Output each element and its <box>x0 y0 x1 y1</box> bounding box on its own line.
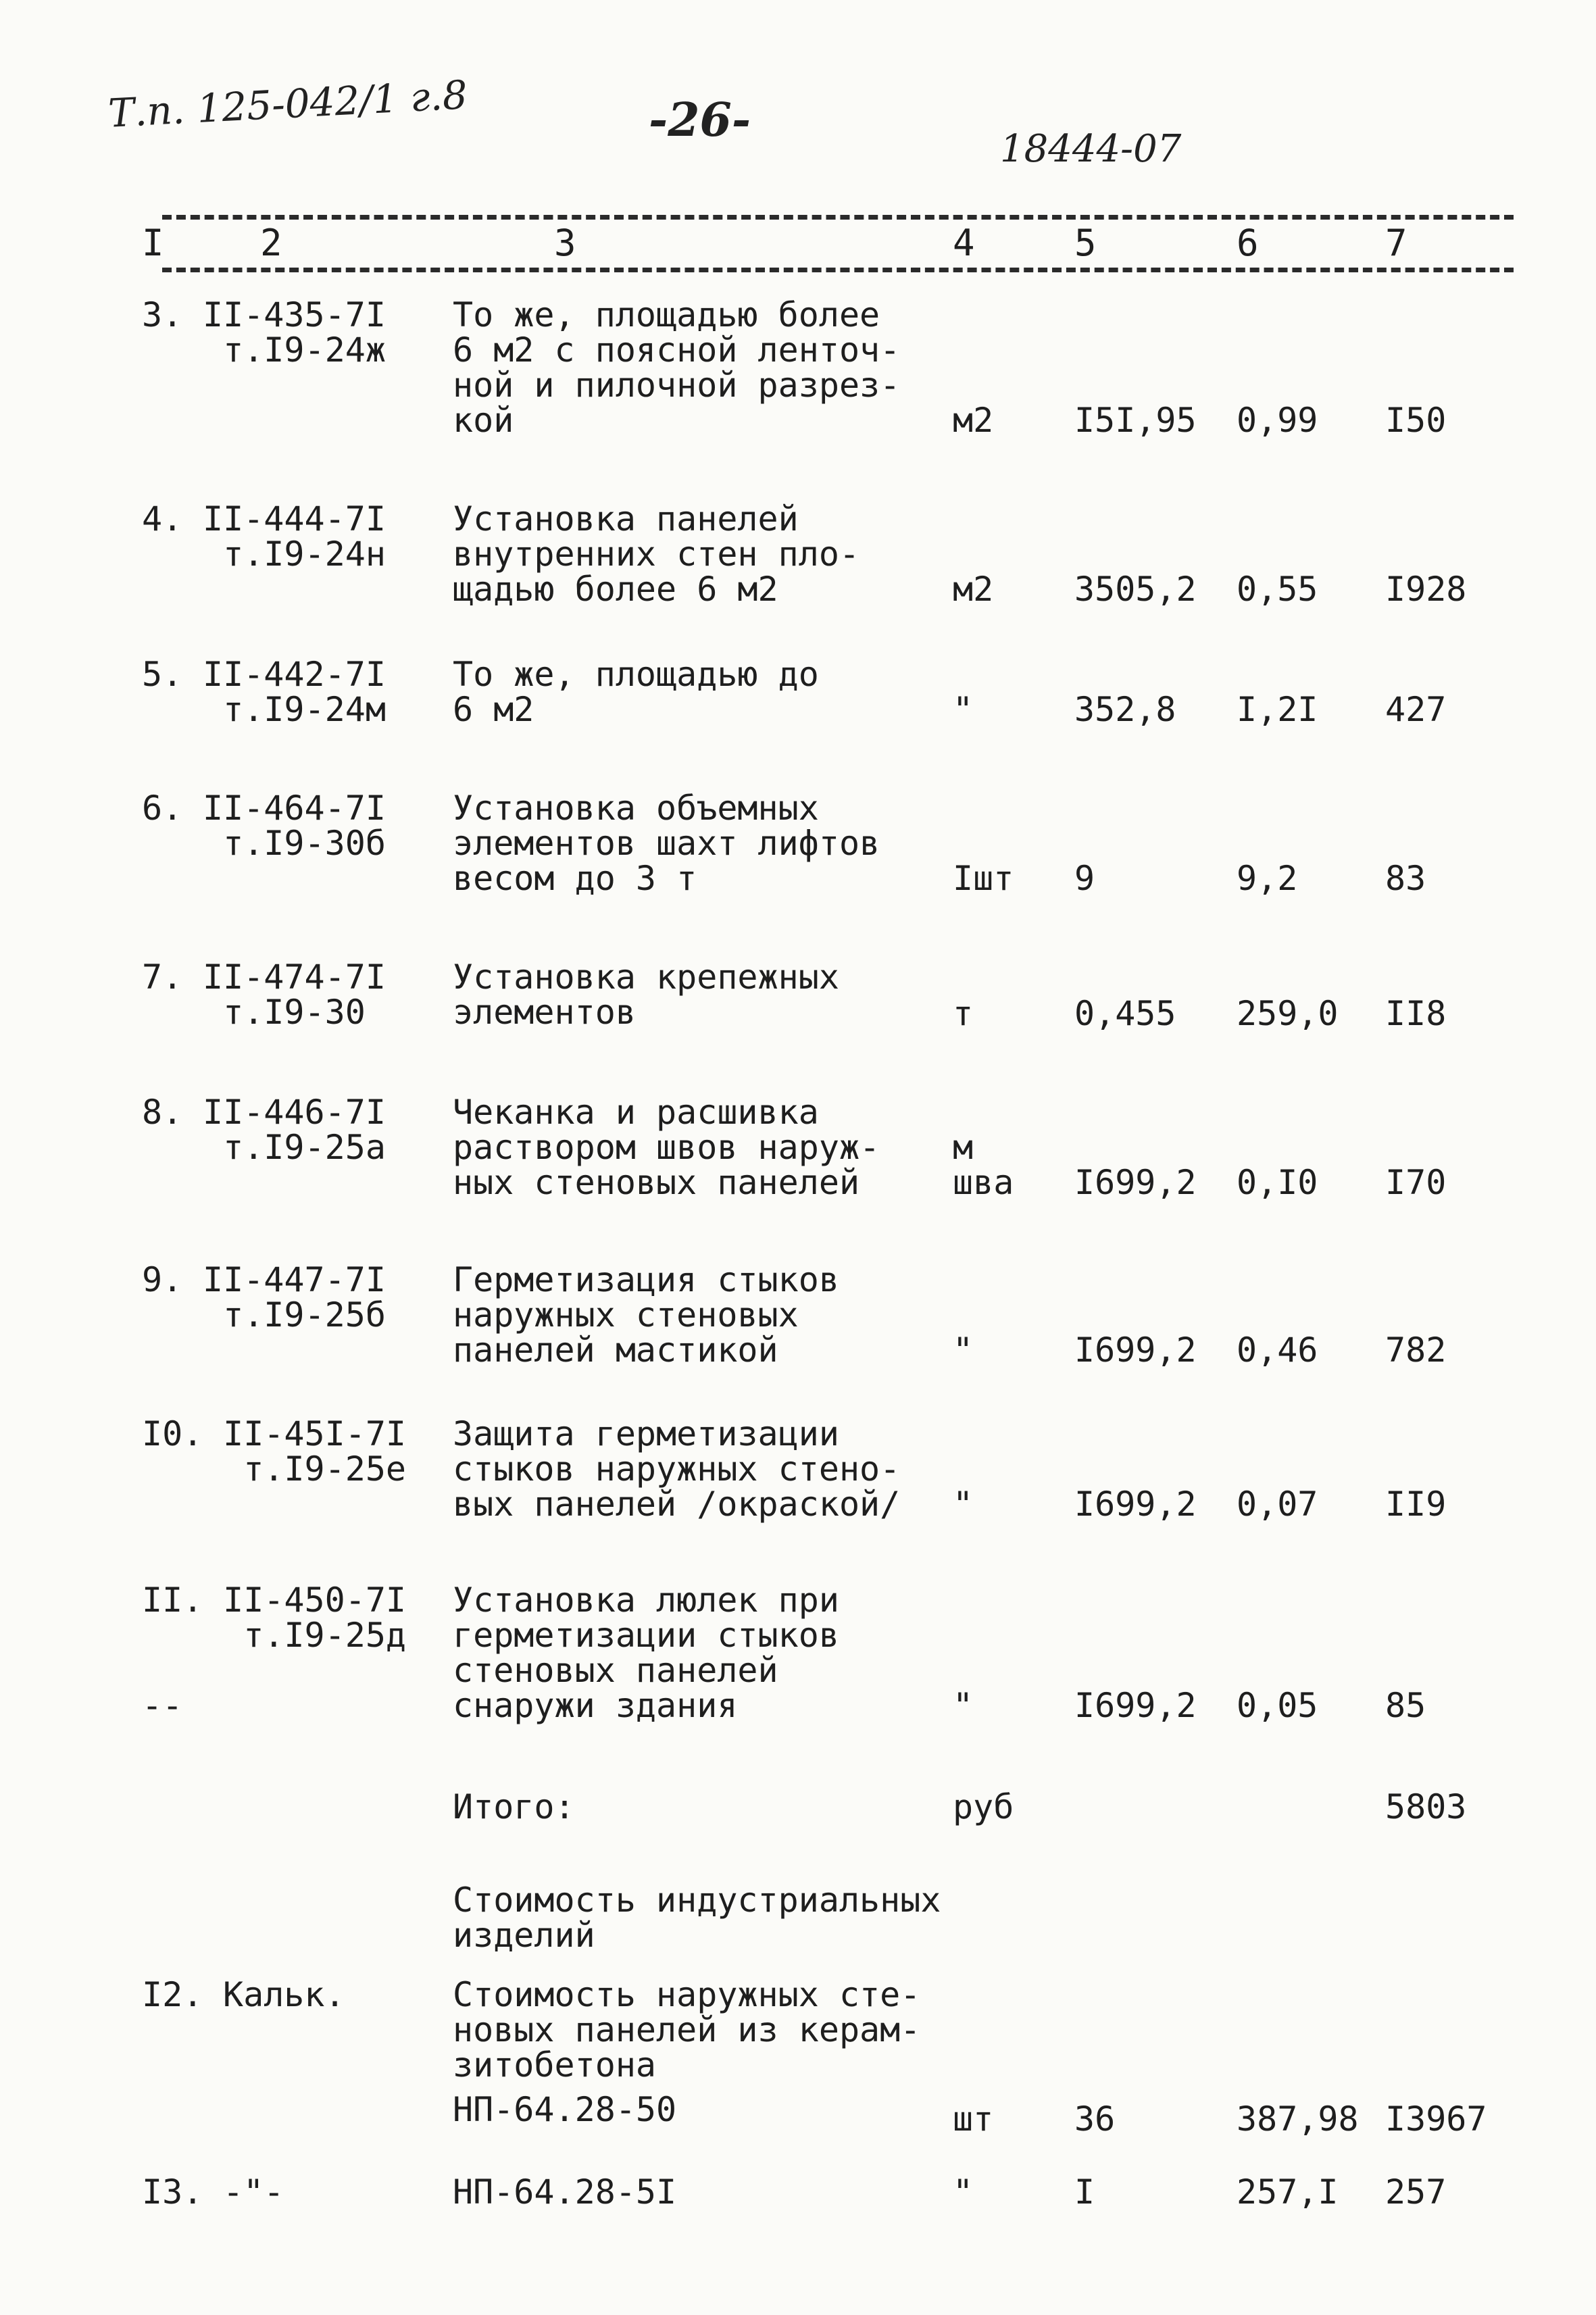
row-12-total: I3967 <box>1385 2099 1487 2139</box>
row-7-unit-price: 259,0 <box>1237 994 1339 1033</box>
row-5-number: 5. <box>142 655 183 694</box>
industrial-products-heading: Стоимость индустриальных изделий <box>453 1881 941 1955</box>
row-5-description: То же, площадью до 6 м2 <box>453 655 819 729</box>
row-6-total: 83 <box>1385 859 1426 898</box>
row-13-total: 257 <box>1385 2172 1447 2212</box>
row-8-code: II-446-7I т.I9-25а <box>203 1093 386 1167</box>
row-3-unit-price: 0,99 <box>1237 401 1318 440</box>
row-3-description: То же, площадью более 6 м2 с поясной ленточ- ной и пилочной разрез- кой <box>453 295 901 440</box>
row-4-quantity: 3505,2 <box>1074 570 1197 609</box>
row-4-unit-price: 0,55 <box>1237 570 1318 609</box>
header-top-rule <box>162 215 1514 220</box>
subtotal-label: Итого: <box>453 1787 575 1826</box>
row-5-total: 427 <box>1385 690 1447 729</box>
column-header-7: 7 <box>1385 222 1407 264</box>
column-header-3: 3 <box>554 222 576 264</box>
document-code: Т.п. 125-042/1 г.8 <box>107 72 469 136</box>
subtotal-value: 5803 <box>1385 1787 1467 1826</box>
row-4-unit: м2 <box>953 570 994 609</box>
row-5-unit-price: I,2I <box>1237 690 1318 729</box>
row-7-code: II-474-7I т.I9-30 <box>203 957 386 1032</box>
row-7-number: 7. <box>142 957 183 997</box>
row-10-total: II9 <box>1385 1485 1447 1524</box>
row-10-unit: " <box>953 1485 974 1524</box>
column-header-6: 6 <box>1237 222 1259 264</box>
row-13-unit: " <box>953 2172 974 2212</box>
row-13-unit-price: 257,I <box>1237 2172 1339 2212</box>
row-12-number: I2. <box>142 1975 203 2014</box>
row-7-description: Установка крепежных элементов <box>453 957 839 1032</box>
row-4-number: 4. <box>142 499 183 539</box>
row-11-quantity: I699,2 <box>1074 1686 1197 1725</box>
row-8-total: I70 <box>1385 1163 1447 1202</box>
row-3-code: II-435-7I т.I9-24ж <box>203 295 386 370</box>
dash-mark: -- <box>142 1686 183 1725</box>
row-8-number: 8. <box>142 1093 183 1132</box>
row-6-unit-price: 9,2 <box>1237 859 1298 898</box>
row-13-code: -"- <box>223 2172 284 2212</box>
row-11-unit: " <box>953 1686 974 1725</box>
row-6-quantity: 9 <box>1074 859 1095 898</box>
column-header-5: 5 <box>1074 222 1097 264</box>
row-9-total: 782 <box>1385 1330 1447 1370</box>
row-4-code: II-444-7I т.I9-24н <box>203 499 386 574</box>
row-11-description: Установка люлек при герметизации стыков стеновых панелей снаружи здания <box>453 1580 839 1725</box>
row-12-description: Стоимость наружных сте- новых панелей из керам- зитобетона <box>453 1975 921 2085</box>
row-5-quantity: 352,8 <box>1074 690 1176 729</box>
row-8-unit-price: 0,I0 <box>1237 1163 1318 1202</box>
subtotal-unit: руб <box>953 1787 1014 1826</box>
row-5-unit: " <box>953 690 974 729</box>
row-9-unit: " <box>953 1330 974 1370</box>
row-12-unit: шт <box>953 2099 994 2139</box>
row-13-number: I3. <box>142 2172 203 2212</box>
row-5-code: II-442-7I т.I9-24м <box>203 655 386 729</box>
row-3-quantity: I5I,95 <box>1074 401 1197 440</box>
row-11-total: 85 <box>1385 1686 1426 1725</box>
column-header-4: 4 <box>953 222 975 264</box>
row-8-description: Чеканка и расшивка раствором швов наруж- ных стеновых панелей <box>453 1093 880 1202</box>
row-13-item-name: НП-64.28-5I <box>453 2172 677 2212</box>
row-9-number: 9. <box>142 1260 183 1299</box>
row-11-code: II-450-7I т.I9-25д <box>223 1580 407 1655</box>
column-header-1: I <box>142 222 164 264</box>
row-3-number: 3. <box>142 295 183 334</box>
row-3-unit: м2 <box>953 401 994 440</box>
header-bottom-rule <box>162 268 1514 272</box>
row-9-unit-price: 0,46 <box>1237 1330 1318 1370</box>
row-10-code: II-45I-7I т.I9-25е <box>223 1414 407 1489</box>
page-number: -26- <box>649 93 751 147</box>
row-4-description: Установка панелей внутренних стен пло- щадью более 6 м2 <box>453 499 860 609</box>
row-12-item-name: НП-64.28-50 <box>453 2090 677 2129</box>
column-header-2: 2 <box>260 222 282 264</box>
row-8-unit: м шва <box>953 1128 1014 1202</box>
row-12-quantity: 36 <box>1074 2099 1116 2139</box>
row-6-number: 6. <box>142 789 183 828</box>
row-11-unit-price: 0,05 <box>1237 1686 1318 1725</box>
row-6-code: II-464-7I т.I9-30б <box>203 789 386 863</box>
row-11-number: II. <box>142 1580 203 1620</box>
row-9-code: II-447-7I т.I9-25б <box>203 1260 386 1335</box>
row-10-description: Защита герметизации стыков наружных стено- вых панелей /окраской/ <box>453 1414 901 1524</box>
archive-number: 18444-07 <box>1000 127 1182 171</box>
row-6-unit: Iшт <box>953 859 1014 898</box>
row-12-unit-price: 387,98 <box>1237 2099 1359 2139</box>
row-7-total: II8 <box>1385 994 1447 1033</box>
row-8-quantity: I699,2 <box>1074 1163 1197 1202</box>
row-10-unit-price: 0,07 <box>1237 1485 1318 1524</box>
row-10-quantity: I699,2 <box>1074 1485 1197 1524</box>
row-9-quantity: I699,2 <box>1074 1330 1197 1370</box>
row-9-description: Герметизация стыков наружных стеновых панелей мастикой <box>453 1260 839 1370</box>
row-10-number: I0. <box>142 1414 203 1453</box>
row-3-total: I50 <box>1385 401 1447 440</box>
row-13-quantity: I <box>1074 2172 1095 2212</box>
row-7-quantity: 0,455 <box>1074 994 1176 1033</box>
row-6-description: Установка объемных элементов шахт лифтов весом до 3 т <box>453 789 880 898</box>
row-4-total: I928 <box>1385 570 1467 609</box>
row-12-code: Кальк. <box>223 1975 345 2014</box>
row-7-unit: т <box>953 994 974 1033</box>
